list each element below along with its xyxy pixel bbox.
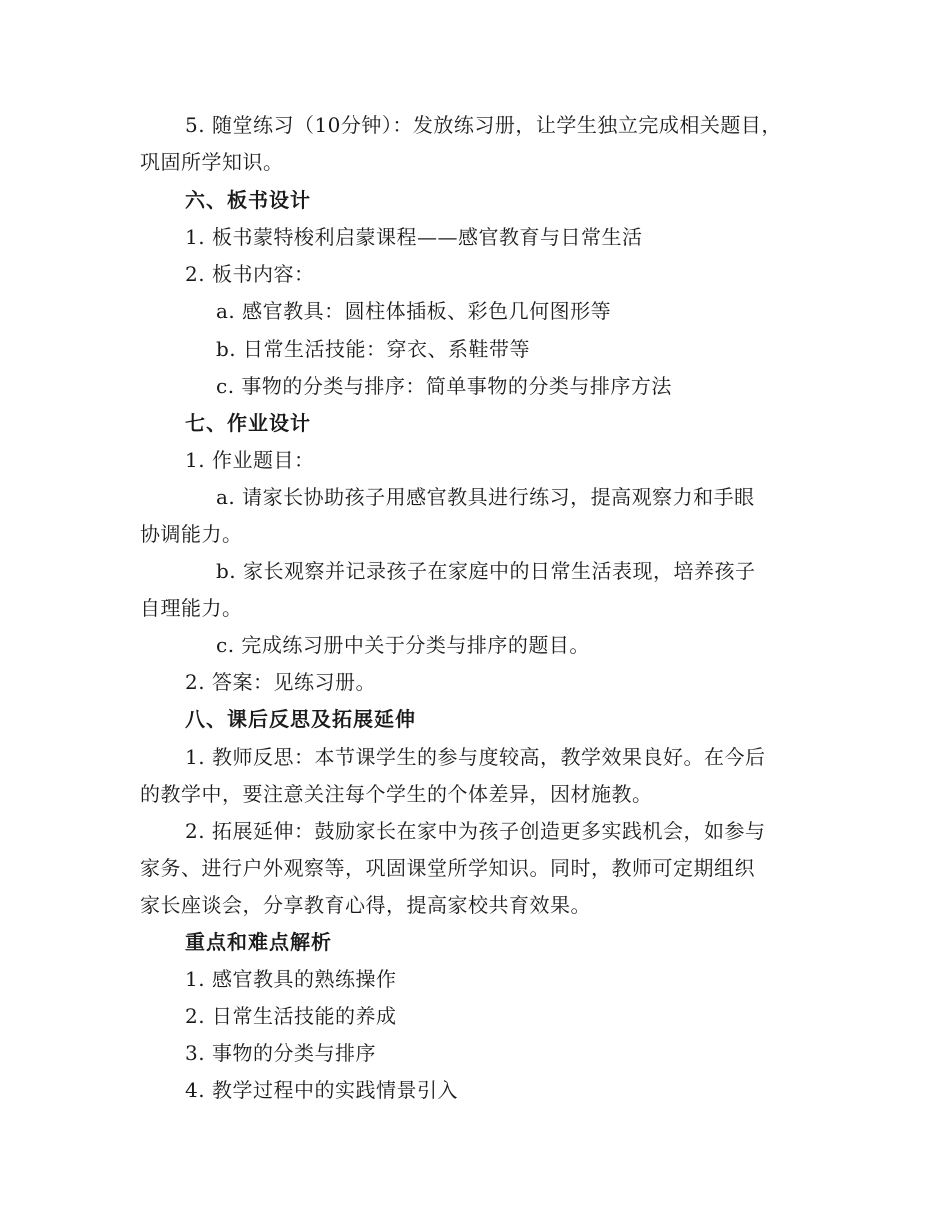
section-8-item-2-line-2: 家务、进行户外观察等，巩固课堂所学知识。同时，教师可定期组织 bbox=[140, 856, 755, 880]
section-7-item-1: 1. 作业题目： bbox=[185, 448, 315, 472]
section-7-heading: 七、作业设计 bbox=[185, 411, 311, 435]
section-8-item-1-line-2: 的教学中，要注意关注每个学生的个体差异，因材施教。 bbox=[140, 782, 653, 806]
section-7-item-1a-line-2: 协调能力。 bbox=[140, 522, 243, 546]
paragraph-5-line-1: 5. 随堂练习（10分钟）：发放练习册，让学生独立完成相关题目， bbox=[185, 113, 782, 137]
section-7-item-1c: c. 完成练习册中关于分类与排序的题目。 bbox=[216, 633, 590, 657]
section-8-item-2-line-1: 2. 拓展延伸：鼓励家长在家中为孩子创造更多实践机会，如参与 bbox=[185, 819, 766, 843]
section-8-heading: 八、课后反思及拓展延伸 bbox=[185, 707, 416, 731]
paragraph-5-line-2: 巩固所学知识。 bbox=[140, 150, 284, 174]
key-points-item-3: 3. 事物的分类与排序 bbox=[185, 1041, 376, 1065]
section-6-item-2c: c. 事物的分类与排序：简单事物的分类与排序方法 bbox=[216, 374, 672, 398]
section-7-item-1a-line-1: a. 请家长协助孩子用感官教具进行练习，提高观察力和手眼 bbox=[216, 485, 755, 509]
key-points-item-2: 2. 日常生活技能的养成 bbox=[185, 1004, 397, 1028]
key-points-item-4: 4. 教学过程中的实践情景引入 bbox=[185, 1078, 458, 1102]
key-points-heading: 重点和难点解析 bbox=[185, 930, 332, 954]
section-7-item-1b-line-1: b. 家长观察并记录孩子在家庭中的日常生活表现，培养孩子 bbox=[216, 559, 756, 583]
section-6-item-2b: b. 日常生活技能：穿衣、系鞋带等 bbox=[216, 337, 531, 361]
section-6-item-2a: a. 感官教具：圆柱体插板、彩色几何图形等 bbox=[216, 299, 612, 323]
section-8-item-2-line-3: 家长座谈会，分享教育心得，提高家校共育效果。 bbox=[140, 893, 591, 917]
section-6-heading: 六、板书设计 bbox=[185, 188, 311, 212]
section-6-item-1: 1. 板书蒙特梭利启蒙课程——感官教育与日常生活 bbox=[185, 225, 643, 249]
section-7-item-1b-line-2: 自理能力。 bbox=[140, 596, 243, 620]
section-8-item-1-line-1: 1. 教师反思：本节课学生的参与度较高，教学效果良好。在今后 bbox=[185, 745, 766, 769]
section-6-item-2: 2. 板书内容： bbox=[185, 262, 315, 286]
section-7-item-2: 2. 答案：见练习册。 bbox=[185, 670, 376, 694]
key-points-item-1: 1. 感官教具的熟练操作 bbox=[185, 967, 397, 991]
